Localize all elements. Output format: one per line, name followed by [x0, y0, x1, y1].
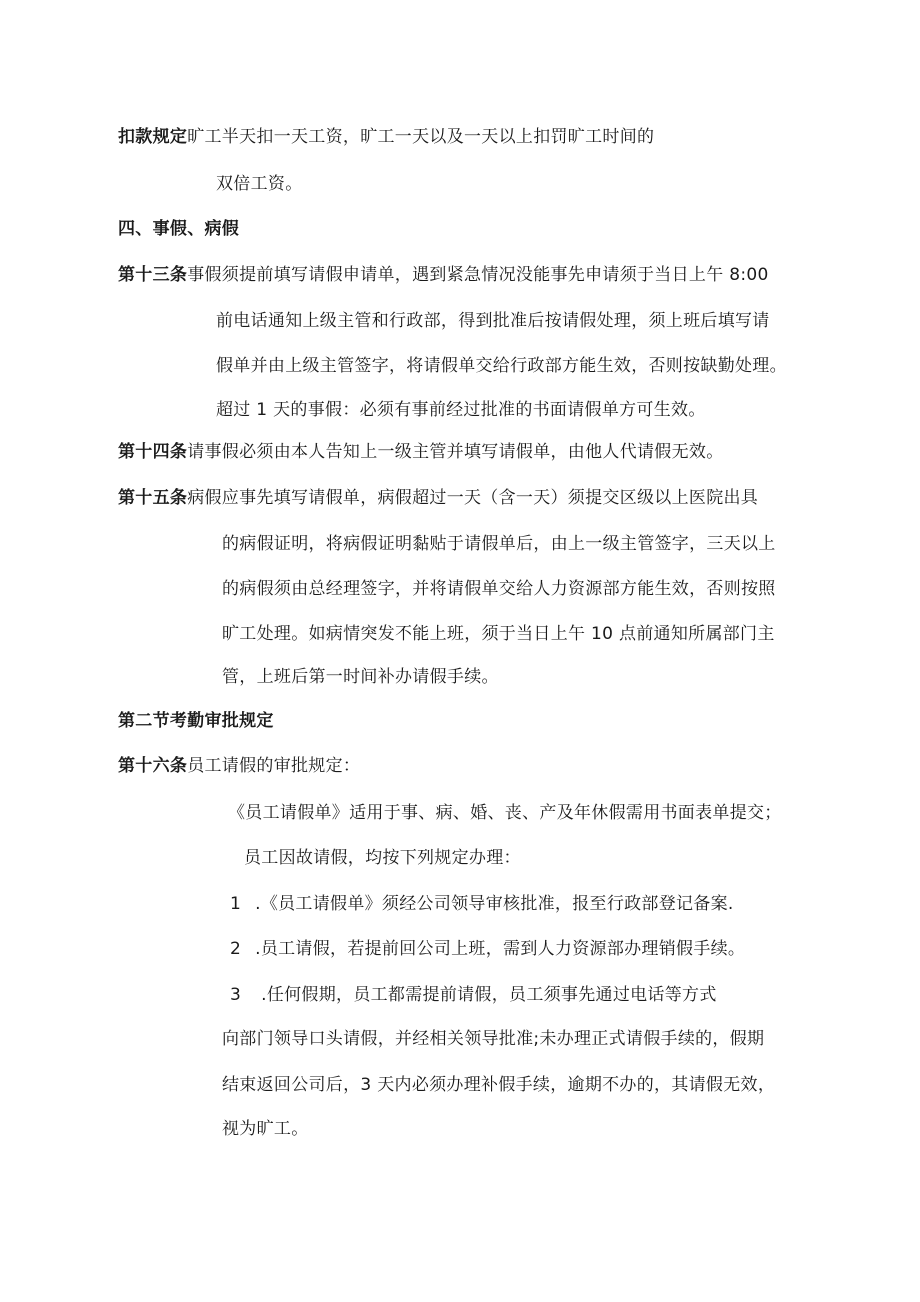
article-13-line-3: 假单并由上级主管签字，将请假单交给行政部方能生效，否则按缺勤处理。: [216, 356, 787, 376]
article-15-line-4: 旷工处理。如病情突发不能上班，须于当日上午 10 点前通知所属部门主: [222, 624, 775, 644]
article-15-text: 病假应事先填写请假单，病假超过一天（含一天）须提交区级以上医院出具: [187, 488, 759, 508]
article-16-line-1: [118, 754, 360, 778]
article-14-line: [118, 440, 724, 464]
section-heading-leave: 四、事假、病假: [118, 219, 240, 239]
article-14-text: 请事假必须由本人告知上一级主管并填写请假单，由他人代请假无效。: [187, 442, 724, 462]
article-16-item-1: [230, 892, 734, 916]
item-number: 2: [230, 939, 242, 959]
section-heading-approval: 第二节考勤审批规定: [118, 711, 274, 731]
item-number: 1: [230, 894, 242, 914]
article-15-line-2: 的病假证明，将病假证明黏贴于请假单后，由上一级主管签字，三天以上: [222, 534, 776, 554]
article-14-label: 第十四条: [118, 442, 188, 462]
deduction-rule-line-1: [118, 125, 654, 149]
deduction-rule-line-2: 双倍工资。: [216, 174, 303, 194]
item-text: .员工请假，若提前回公司上班，需到人力资源部办理销假手续。: [255, 939, 746, 959]
deduction-text: 旷工半天扣一天工资，旷工一天以及一天以上扣罚旷工时间的: [187, 127, 655, 147]
article-16-line-3: 员工因故请假，均按下列规定办理：: [244, 848, 521, 868]
article-16-item-3: [230, 983, 717, 1007]
deduction-label: 扣款规定: [118, 127, 188, 147]
article-16-item-3-cont-3: 视为旷工。: [222, 1119, 309, 1139]
article-15-line-1: [118, 486, 758, 510]
article-16-item-2: [230, 937, 745, 961]
article-16-intro: 员工请假的审批规定：: [187, 756, 361, 776]
article-13-text: 事假须提前填写请假申请单，遇到紧急情况没能事先申请须于当日上午 8:00: [187, 265, 769, 285]
article-13-line-1: [118, 263, 769, 287]
article-16-line-2: 《员工请假单》适用于事、病、婚、丧、产及年休假需用书面表单提交；: [228, 803, 782, 823]
article-15-label: 第十五条: [118, 488, 188, 508]
article-15-line-3: 的病假须由总经理签字，并将请假单交给人力资源部方能生效，否则按照: [222, 579, 776, 599]
article-13-label: 第十三条: [118, 265, 188, 285]
article-16-label: 第十六条: [118, 756, 188, 776]
article-16-item-3-cont-1: 向部门领导口头请假，并经相关领导批准;未办理正式请假手续的，假期: [222, 1029, 765, 1049]
item-number: 3: [230, 985, 242, 1005]
article-15-line-5: 管，上班后第一时间补办请假手续。: [222, 667, 499, 687]
article-13-line-4: 超过 1 天的事假：必须有事前经过批准的书面请假单方可生效。: [216, 400, 706, 420]
item-text: .《员工请假单》须经公司领导审核批准，报至行政部登记备案.: [255, 894, 734, 914]
article-13-line-2: 前电话通知上级主管和行政部，得到批准后按请假处理，须上班后填写请: [216, 311, 770, 331]
article-16-item-3-cont-2: 结束返回公司后，3 天内必须办理补假手续，逾期不办的，其请假无效，: [222, 1075, 776, 1095]
item-text: .任何假期，员工都需提前请假，员工须事先通过电话等方式: [261, 985, 717, 1005]
